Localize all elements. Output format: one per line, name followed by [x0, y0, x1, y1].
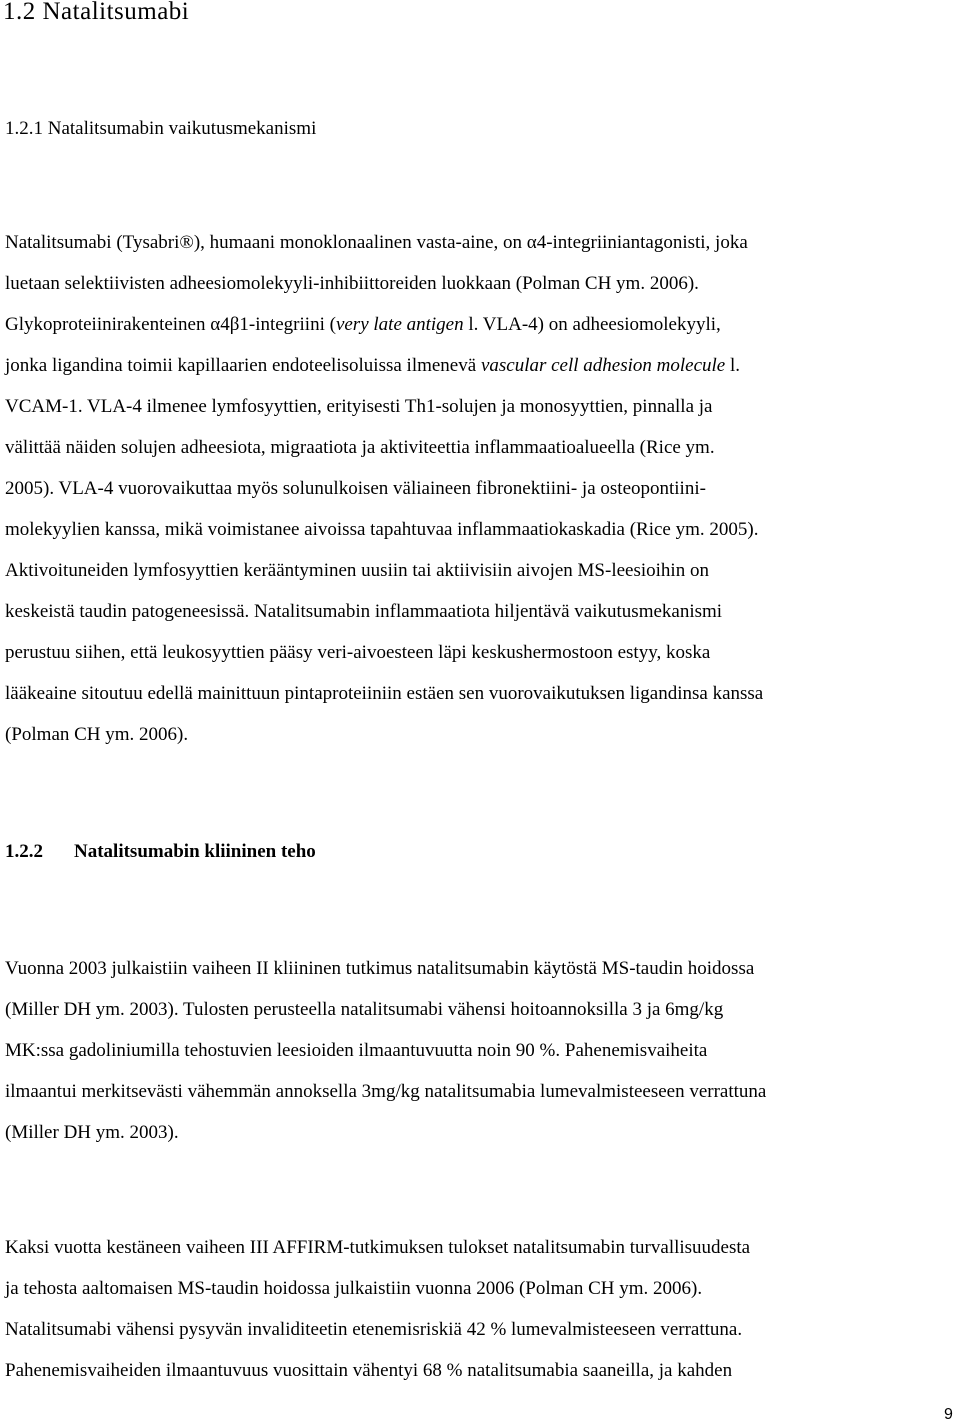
text-line: ja tehosta aaltomaisen MS-taudin hoidossa julkaistiin vuonna 2006 (Polman CH ym. 2006).: [5, 1278, 703, 1299]
text-line: [5, 304, 945, 345]
section-title: Natalitsumabi: [42, 0, 190, 25]
text-run: l.: [725, 355, 741, 376]
text-line: [5, 714, 945, 755]
text-line: Natalitsumabi vähensi pysyvän invaliditeetin etenemisriskiä 42 % lumevalmisteeseen verrattuna.: [5, 1319, 743, 1340]
text-line: Vuonna 2003 julkaistiin vaiheen II kliininen tutkimus natalitsumabin käytöstä MS-taudin hoidossa: [5, 958, 755, 979]
text-line: (Miller DH ym. 2003).: [5, 1122, 179, 1143]
subsection-number: 1.2.1: [5, 118, 43, 139]
text-line: MK:ssa gadoliniumilla tehostuvien leesioiden ilmaantuvuutta noin 90 %. Pahenemisvaiheita: [5, 1040, 708, 1061]
text-line: [5, 222, 945, 263]
section-heading: [3, 0, 189, 26]
text-run: luetaan selektiivisten adheesiomolekyyli-inhibiittoreiden luokkaan (Polman CH ym. 2006).: [5, 273, 699, 294]
text-line: Kaksi vuotta kestäneen vaiheen III AFFIRM-tutkimuksen tulokset natalitsumabin turvallisuudesta: [5, 1237, 751, 1258]
text-line: [5, 550, 945, 591]
text-line: (Miller DH ym. 2003). Tulosten perusteella natalitsumabi vähensi hoitoannoksilla 3 ja 6mg/kg: [5, 999, 724, 1020]
page-number: 9: [944, 1406, 953, 1423]
phase3-paragraph: [5, 1227, 945, 1391]
text-run: perustuu siihen, että leukosyyttien pääsy veri-aivoesteen läpi keskushermostoon estyy, koska: [5, 642, 711, 663]
text-run: jonka ligandina toimii kapillaarien endoteelisoluissa ilmenevä: [5, 355, 481, 376]
text-run: VCAM-1. VLA-4 ilmenee lymfosyyttien, erityisesti Th1-solujen ja monosyyttien, pinnalla ja: [5, 396, 713, 417]
text-run: välittää näiden solujen adheesiota, migraatiota ja aktiviteettia inflammaatioalueella (Rice ym.: [5, 437, 715, 458]
text-run: Aktivoituneiden lymfosyyttien kerääntyminen uusiin tai aktiivisiin aivojen MS-leesioihin on: [5, 560, 709, 581]
phase2-paragraph: [5, 948, 945, 1153]
text-line: Pahenemisvaiheiden ilmaantuvuus vuosittain vähentyi 68 % natalitsumabia saaneilla, ja kahden: [5, 1360, 733, 1381]
text-run: lääkeaine sitoutuu edellä mainittuun pintaproteiiniin estäen sen vuorovaikutuksen ligandinsa kanssa: [5, 683, 764, 704]
subsection-number: 1.2.2: [5, 841, 43, 862]
text-line: [5, 386, 945, 427]
text-run: (Polman CH ym. 2006).: [5, 724, 189, 745]
subsection-heading-efficacy: [5, 841, 316, 863]
text-line: [5, 673, 945, 714]
mechanism-paragraph: [5, 222, 945, 755]
text-run: 2005). VLA-4 vuorovaikuttaa myös solunulkoisen väliaineen fibronektiini- ja osteopontiini-: [5, 478, 706, 499]
text-run: Natalitsumabi (Tysabri®), humaani monoklonaalinen vasta-aine, on α4-integriiniantagonisti, joka: [5, 232, 748, 253]
italic-term: vascular cell adhesion molecule: [480, 355, 726, 376]
subsection-title: Natalitsumabin kliininen teho: [74, 841, 316, 862]
text-line: [5, 509, 945, 550]
text-line: [5, 427, 945, 468]
text-run: Glykoproteiinirakenteinen α4β1-integriini (: [5, 314, 336, 335]
text-run: l. VLA-4) on adheesiomolekyyli,: [463, 314, 721, 335]
text-run: keskeistä taudin patogeneesissä. Natalitsumabin inflammaatiota hiljentävä vaikutusmekanismi: [5, 601, 723, 622]
text-line: [5, 591, 945, 632]
text-line: [5, 468, 945, 509]
text-line: [5, 632, 945, 673]
text-line: [5, 345, 945, 386]
text-run: molekyylien kanssa, mikä voimistanee aivoissa tapahtuvaa inflammaatiokaskadia (Rice ym. 2005).: [5, 519, 759, 540]
text-line: [5, 263, 945, 304]
section-number: 1.2: [3, 0, 36, 25]
text-line: ilmaantui merkitsevästi vähemmän annoksella 3mg/kg natalitsumabia lumevalmisteeseen verrattuna: [5, 1081, 767, 1102]
italic-term: very late antigen: [335, 314, 464, 335]
subsection-heading-mechanism: [5, 118, 316, 140]
subsection-title: Natalitsumabin vaikutusmekanismi: [47, 118, 317, 139]
